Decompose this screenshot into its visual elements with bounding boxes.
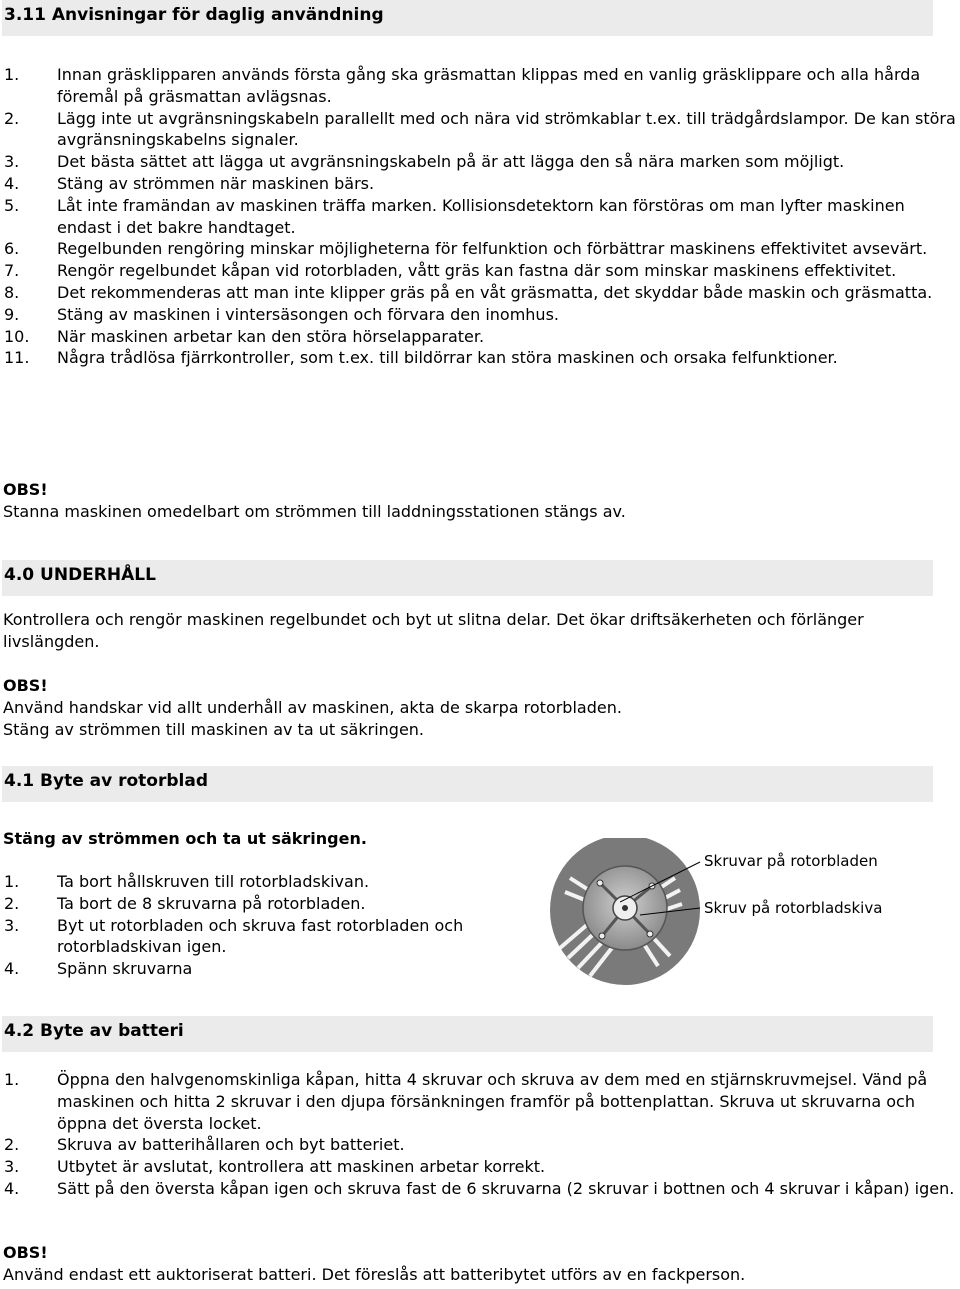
list-item: 4. Spänn skruvarna <box>4 959 193 979</box>
list-item: 1. Öppna den halvgenomskinliga kåpan, hitta 4 skruvar och skruva av dem med en stjärnskruvmejsel. Vänd på maskinen och hitta 2 skruvar i den djupa försänkningen framför på bottenplattan. Skruva ut skruvarna och öppna det översta locket. <box>4 1070 928 1133</box>
section-4-1-header <box>2 766 933 802</box>
obs-label: OBS! <box>3 480 48 499</box>
section-3-11-list <box>2 64 958 369</box>
section-4-0-header <box>2 560 933 596</box>
list-item: 2. Skruva av batterihållaren och byt batteriet. <box>4 1135 405 1155</box>
callout-disc-screw: Skruv på rotorbladskiva <box>704 899 883 917</box>
section-4-1-title: 4.1 Byte av rotorblad <box>4 771 209 791</box>
obs-text: Stanna maskinen omedelbart om strömmen till laddningsstationen stängs av. <box>3 502 626 521</box>
section-4-0-intro: Kontrollera och rengör maskinen regelbundet och byt ut slitna delar. Det ökar driftsäkerheten och förlänger livslängden. <box>3 610 864 651</box>
obs-block-3 <box>3 1242 933 1286</box>
section-3-11-title: 3.11 Anvisningar för daglig användning <box>4 5 384 25</box>
list-item: 9. Stäng av maskinen i vintersäsongen och förvara den inomhus. <box>4 304 559 324</box>
list-item: 1. Ta bort hållskruven till rotorbladskivan. <box>4 872 370 891</box>
obs-block-2 <box>3 675 933 741</box>
callout-lines <box>620 850 705 920</box>
list-item: 3. Utbytet är avslutat, kontrollera att maskinen arbetar korrekt. <box>4 1157 546 1177</box>
obs-line-2: Stäng av strömmen till maskinen av ta ut säkringen. <box>3 720 425 739</box>
section-4-2-header <box>2 1016 933 1052</box>
section-4-0-title: 4.0 UNDERHÅLL <box>4 565 156 585</box>
list-item: 3. Det bästa sättet att lägga ut avgränsningskabeln på är att lägga den så nära marken som möjligt. <box>4 152 845 172</box>
section-4-2-list <box>2 1069 958 1200</box>
section-4-1-list <box>2 871 522 980</box>
list-item: 6. Regelbunden rengöring minskar möjligheterna för felfunktion och förbättrar maskinens effektivitet avsevärt. <box>4 239 928 259</box>
list-item: 1. Innan gräsklipparen används första gång ska gräsmattan klippas med en vanlig gräsklippare och alla hårda föremål på gräsmattan avlägsnas. <box>4 65 921 106</box>
callout-blade-screws: Skruvar på rotorbladen <box>704 852 878 870</box>
list-item: 5. Låt inte framändan av maskinen träffa marken. Kollisionsdetektorn kan förstöras om man lyfter maskinen endast i det bakre handtaget. <box>4 195 905 237</box>
list-item: 2. Lägg inte ut avgränsningskabeln parallellt med och nära vid strömkablar t.ex. till trädgårdslampor. De kan störa avgränsningskabelns signaler. <box>4 108 956 150</box>
obs-line-1: Använd handskar vid allt underhåll av maskinen, akta de skarpa rotorbladen. <box>3 698 622 717</box>
obs-label: OBS! <box>3 1243 48 1262</box>
obs-block-1 <box>3 479 933 523</box>
list-item: 11. Några trådlösa fjärrkontroller, som t.ex. till bildörrar kan störa maskinen och orsaka felfunktioner. <box>4 348 838 368</box>
list-item: 4. Sätt på den översta kåpan igen och skruva fast de 6 skruvarna (2 skruvar i bottnen och 4 skruvar i kåpan) igen. <box>4 1178 955 1198</box>
obs-text: Använd endast ett auktoriserat batteri. Det föreslås att batteribytet utförs av en fackperson. <box>3 1265 746 1284</box>
obs-label: OBS! <box>3 676 48 695</box>
section-4-1-warning: Stäng av strömmen och ta ut säkringen. <box>3 829 367 848</box>
list-item: 8. Det rekommenderas att man inte klipper gräs på en våt gräsmatta, det skyddar både maskin och gräsmatta. <box>4 282 933 302</box>
list-item: 3. Byt ut rotorbladen och skruva fast rotorbladen och rotorbladskivan igen. <box>4 915 464 957</box>
list-item: 10. När maskinen arbetar kan den störa hörselapparater. <box>4 326 485 346</box>
section-4-2-title: 4.2 Byte av batteri <box>4 1021 184 1041</box>
list-item: 7. Rengör regelbundet kåpan vid rotorbladen, vått gräs kan fastna där som minskar maskinens effektivitet. <box>4 261 897 281</box>
list-item: 4. Stäng av strömmen när maskinen bärs. <box>4 173 375 193</box>
section-3-11-header <box>2 0 933 36</box>
list-item: 2. Ta bort de 8 skruvarna på rotorbladen. <box>4 893 366 913</box>
